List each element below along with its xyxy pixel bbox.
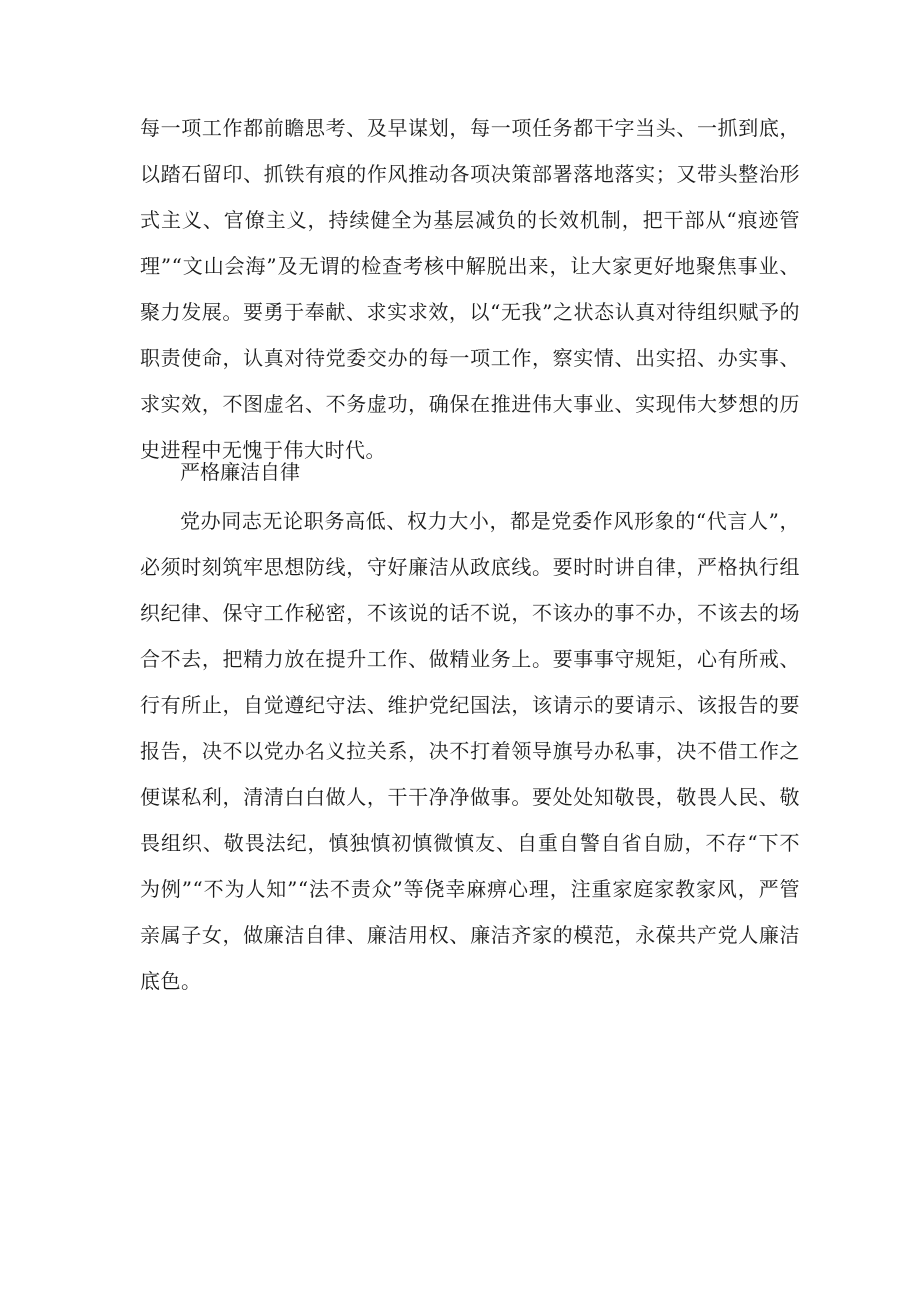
section-heading: 严格廉洁自律: [180, 460, 300, 484]
body-paragraph: 党办同志无论职务高低、权力大小，都是党委作风形象的“代言人”，必须时刻筑牢思想防线，守好廉洁从政底线。要时时讲自律，严格执行组织纪律、保守工作秘密，不该说的话不说，不该办的事不办，不该去的场合不去，把精力放在提升工作、做精业务上。要事事守规矩，心有所戒、行有所止，自觉遵纪守法、维护党纪国法，该请示的要请示、该报告的要报告，决不以党办名义拉关系，决不打着领导旗号办私事，决不借工作之便谋私利，清清白白做人，干干净净做事。要处处知敬畏，敬畏人民、敬畏组织、敬畏法纪，慎独慎初慎微慎友、自重自警自省自励，不存“下不为例”“不为人知”“法不责众”等侥幸麻痹心理，注重家庭家教家风，严管亲属子女，做廉洁自律、廉洁用权、廉洁齐家的模范，永葆共产党人廉洁底色。: [140, 509, 800, 993]
body-paragraph: 每一项工作都前瞻思考、及早谋划，每一项任务都干字当头、一抓到底，以踏石留印、抓铁有痕的作风推动各项决策部署落地落实；又带头整治形式主义、官僚主义，持续健全为基层减负的长效机制，把干部从“痕迹管理”“文山会海”及无谓的检查考核中解脱出来，让大家更好地聚焦事业、聚力发展。要勇于奉献、求实求效，以“无我”之状态认真对待组织赋予的职责使命，认真对待党委交办的每一项工作，察实情、出实招、办实事、求实效，不图虚名、不务虚功，确保在推进伟大事业、实现伟大梦想的历史进程中无愧于伟大时代。: [140, 116, 800, 462]
